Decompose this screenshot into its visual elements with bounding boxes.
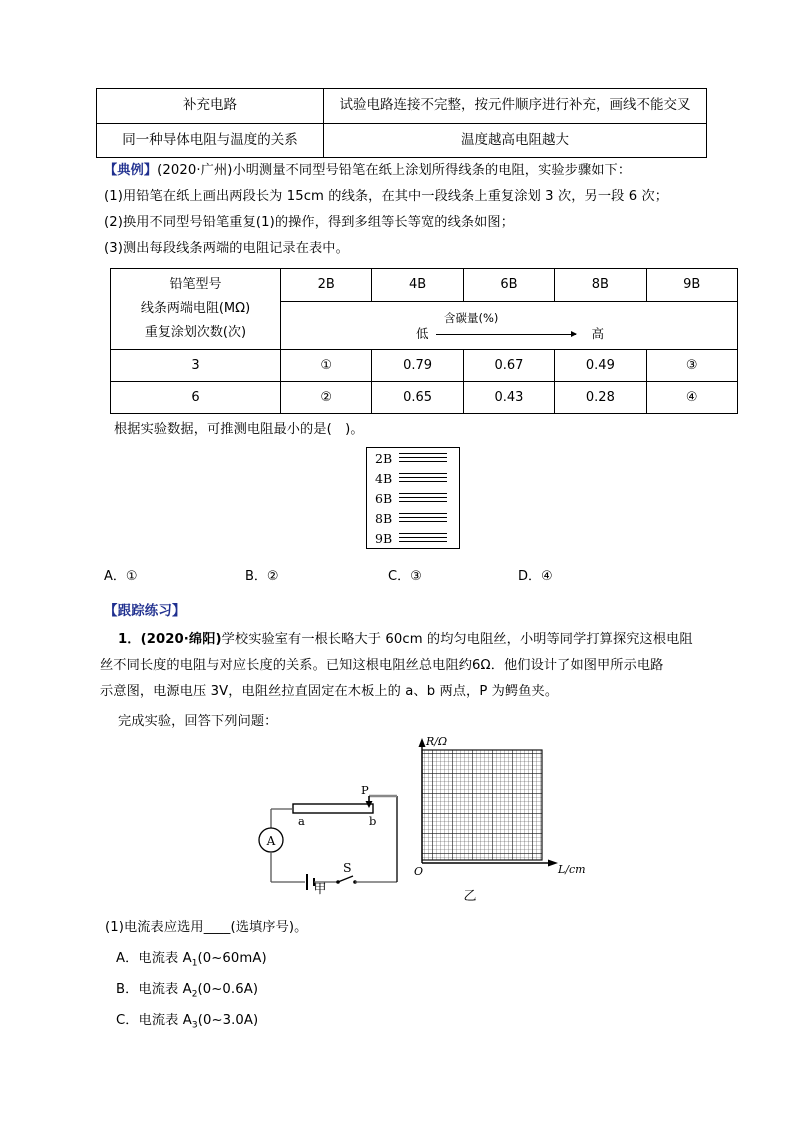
resistance-wire-bar (293, 804, 373, 813)
point-b-label: b (369, 814, 377, 828)
practice-option-c[interactable] (116, 1010, 258, 1037)
resistance-1-4: ④ (646, 382, 737, 414)
probe-label: P (361, 783, 369, 797)
repeat-times-0: 3 (111, 350, 281, 382)
x-axis-arrow-icon (548, 860, 558, 867)
point-a-label: a (298, 814, 305, 828)
ammeter-label: A (266, 834, 276, 848)
graph-grid-area (422, 750, 542, 860)
table-row (111, 350, 738, 382)
example-source: (2020·广州) (157, 163, 233, 178)
pencil-resistance-table (110, 268, 738, 414)
example-option-c[interactable]: C．③ (388, 569, 422, 584)
resistance-0-0: ① (281, 350, 372, 382)
pencil-type-2: 6B (463, 269, 554, 302)
practice-option-a[interactable] (116, 948, 267, 975)
resistance-1-2: 0.43 (463, 382, 554, 414)
practice-line-1 (118, 629, 693, 650)
graph-figure-caption: 乙 (463, 889, 477, 904)
pencil-line-row-3 (367, 508, 459, 528)
graph-svg (412, 733, 592, 893)
pencil-figure-label-2: 6B (375, 490, 393, 506)
carbon-arrow-group (414, 312, 604, 346)
pencil-stroke-icon (399, 532, 447, 544)
table-row (97, 123, 707, 158)
resistance-1-1: 0.65 (372, 382, 463, 414)
example-intro-text: 小明测量不同型号铅笔在纸上涂划所得线条的电阻，实验步骤如下： (232, 163, 632, 178)
pencil-line-row-1 (367, 468, 459, 488)
circuit-figure-caption: 甲 (313, 882, 327, 897)
pencil-figure-label-1: 4B (375, 470, 393, 486)
practice-option-a-text: 电流表 A (138, 951, 192, 966)
x-axis-label: L/cm (558, 863, 586, 876)
pencil-figure-label-4: 9B (375, 530, 393, 546)
y-axis-label: R/Ω (426, 735, 448, 748)
resistance-0-4: ③ (646, 350, 737, 382)
example-step-3: (3)测出每段线条两端的电阻记录在表中。 (104, 241, 349, 256)
summary-table (96, 88, 707, 158)
practice-option-a-letter: A． (116, 951, 139, 966)
example-question: 根据实验数据，可推测电阻最小的是( )。 (114, 422, 364, 437)
table-row (111, 382, 738, 414)
pencil-stroke-icon (399, 452, 447, 464)
pencil-line-row-2 (367, 488, 459, 508)
resistance-1-0: ② (281, 382, 372, 414)
y-axis-arrow-icon (419, 738, 426, 747)
summary-row-value-1: 温度越高电阻越大 (324, 123, 707, 158)
practice-option-b-sub: 2 (191, 989, 198, 1000)
summary-row-label-0: 补充电路 (97, 89, 324, 124)
example-step-2: (2)换用不同型号铅笔重复(1)的操作，得到多组等长等宽的线条如图； (104, 215, 515, 230)
practice-option-b[interactable] (116, 979, 258, 1006)
pencil-stroke-icon (399, 472, 447, 484)
table-row (111, 269, 738, 302)
origin-label: O (414, 865, 424, 878)
practice-option-c-sub: 3 (191, 1020, 198, 1031)
practice-source: (2020·绵阳) (140, 632, 222, 647)
carbon-mid-label: 含碳量(%) (443, 311, 499, 326)
pencil-line-row-4 (367, 528, 459, 548)
label-resistance: 线条两端电阻(MΩ) (140, 301, 251, 316)
resistance-0-1: 0.79 (372, 350, 463, 382)
pencil-stroke-icon (399, 492, 447, 504)
practice-number: 1． (118, 632, 141, 647)
practice-option-c-letter: C． (116, 1013, 139, 1028)
example-option-d[interactable]: D．④ (518, 569, 553, 584)
label-repeat-times: 重复涂划次数(次) (144, 325, 247, 340)
carbon-low-label: 低 (415, 326, 429, 342)
practice-heading: 【跟踪练习】 (104, 603, 186, 619)
summary-row-label-1: 同一种导体电阻与温度的关系 (97, 123, 324, 158)
practice-option-b-text: 电流表 A (138, 982, 192, 997)
carbon-high-label: 高 (591, 326, 604, 342)
practice-option-a-range: (0~60mA) (197, 951, 267, 966)
pencil-type-0: 2B (281, 269, 372, 302)
pencil-figure-label-3: 8B (375, 510, 393, 526)
practice-option-a-sub: 1 (191, 958, 198, 969)
resistance-0-3: 0.49 (555, 350, 646, 382)
summary-row-value-0: 试验电路连接不完整，按元件顺序进行补充，画线不能交叉 (324, 89, 707, 124)
repeat-times-1: 6 (111, 382, 281, 414)
pencil-type-1: 4B (372, 269, 463, 302)
example-tag: 【典例】 (104, 163, 158, 178)
practice-option-c-text: 电流表 A (138, 1013, 192, 1028)
practice-line-3: 示意图，电源电压 3V，电阻丝拉直固定在木板上的 a、b 两点，P 为鳄鱼夹。 (100, 684, 559, 699)
switch-blade (338, 876, 353, 882)
pencil-type-3: 8B (555, 269, 646, 302)
arrow-right-icon (436, 334, 576, 335)
pencil-figure-label-0: 2B (375, 450, 393, 466)
example-option-a[interactable]: A．① (104, 569, 138, 584)
practice-option-b-letter: B． (116, 982, 139, 997)
data-table-row-labels (111, 269, 281, 350)
resistance-1-3: 0.28 (555, 382, 646, 414)
example-option-b[interactable]: B．② (245, 569, 279, 584)
practice-line-4: 完成实验，回答下列问题： (118, 714, 278, 729)
carbon-content-annotation (281, 301, 738, 349)
table-row (97, 89, 707, 124)
pencil-stroke-icon (399, 512, 447, 524)
practice-line-2: 丝不同长度的电阻与对应长度的关系。已知这根电阻丝总电阻约6Ω．他们设计了如图甲所示电路 (100, 658, 664, 673)
practice-body-1: 学校实验室有一根长略大于 60cm 的均匀电阻丝，小明等同学打算探究这根电阻 (221, 632, 693, 647)
example-intro-line (104, 160, 631, 181)
pencil-type-4: 9B (646, 269, 737, 302)
practice-option-b-range: (0~0.6A) (197, 982, 259, 997)
resistance-0-2: 0.67 (463, 350, 554, 382)
example-step-1: (1)用铅笔在纸上画出两段长为 15cm 的线条，在其中一段线条上重复涂划 3 次，另一段 6 次； (104, 189, 669, 204)
switch-label: S (343, 860, 352, 875)
graph-figure (412, 733, 592, 893)
label-pencil-type: 铅笔型号 (169, 277, 222, 292)
pencil-lines-figure (366, 447, 460, 549)
pencil-line-row-0 (367, 448, 459, 468)
practice-sub-question: (1)电流表应选用____(选填序号)。 (105, 920, 308, 935)
practice-option-c-range: (0~3.0A) (197, 1013, 259, 1028)
